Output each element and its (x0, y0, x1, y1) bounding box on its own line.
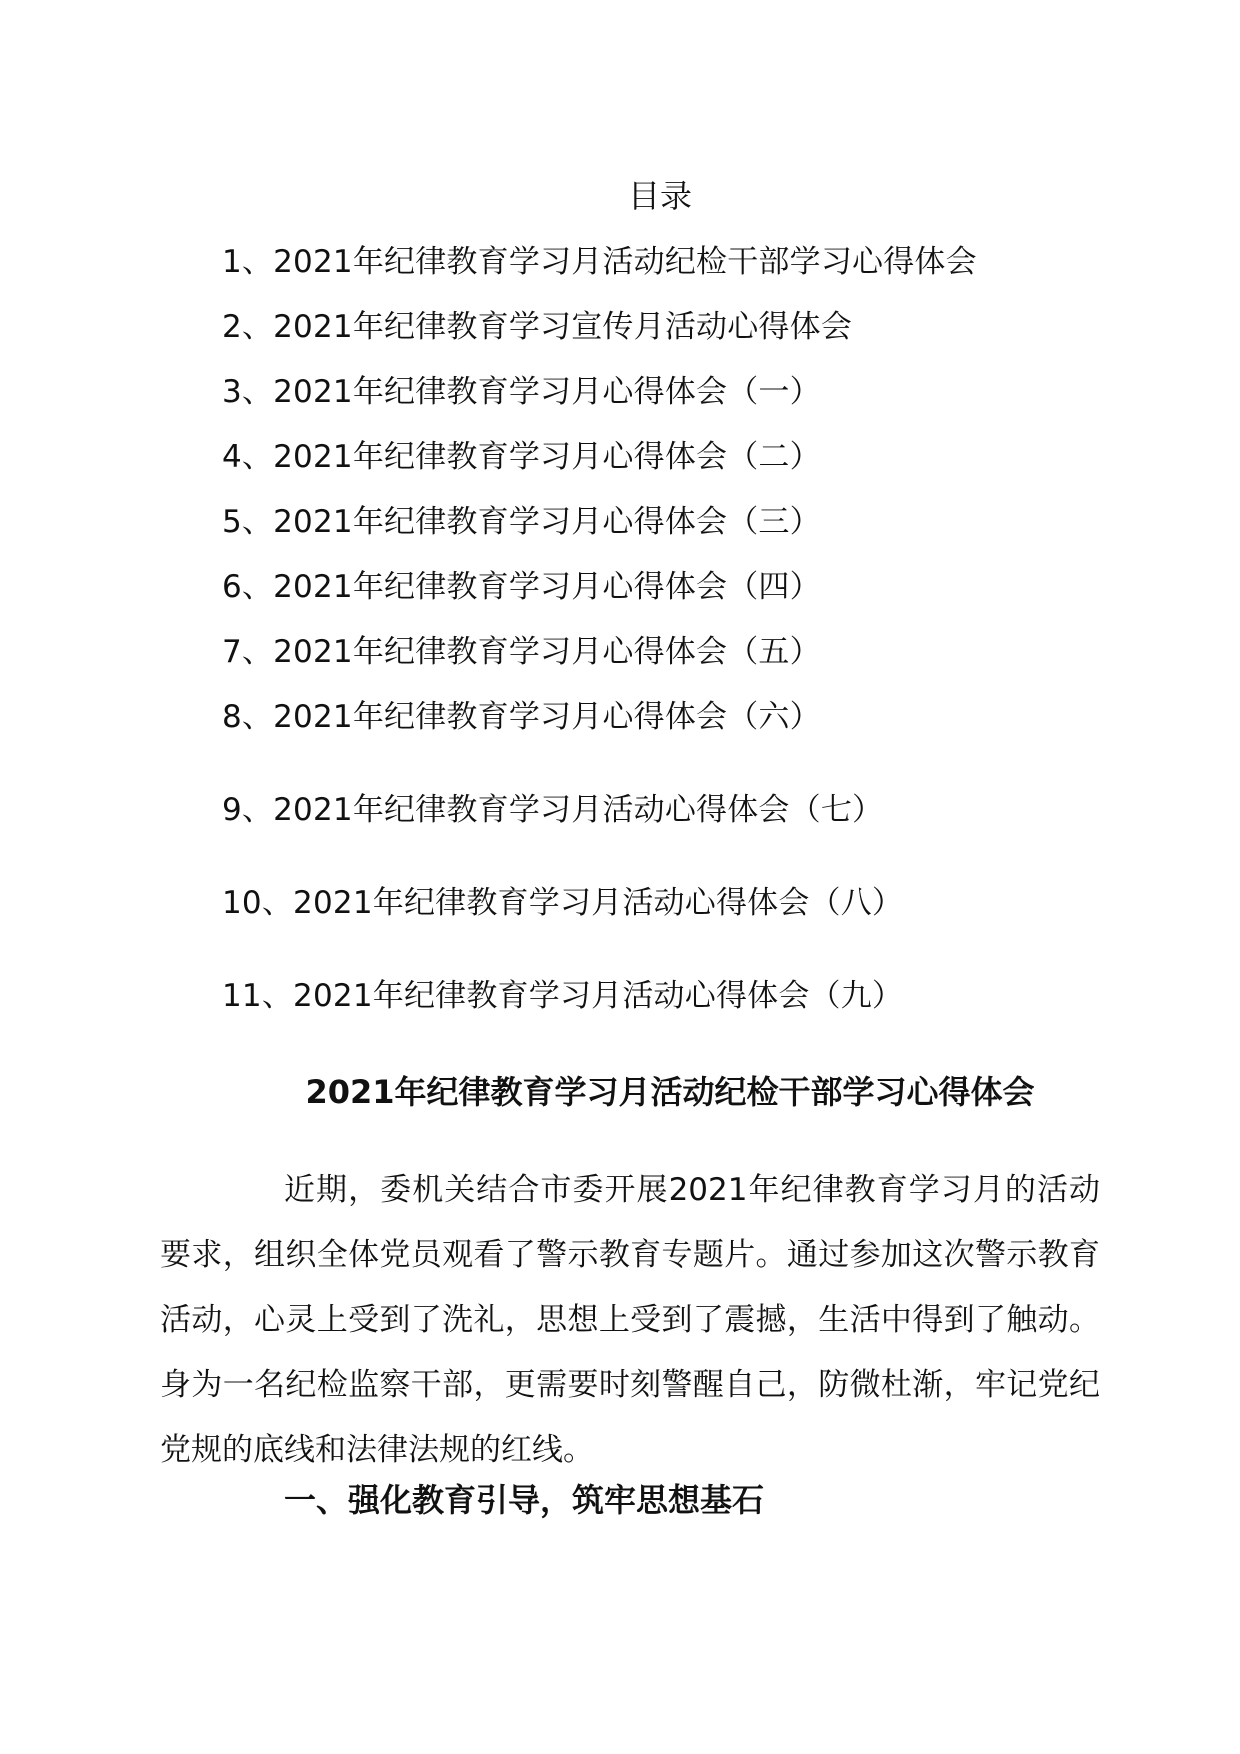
toc-item: 11、2021年纪律教育学习月活动心得体会（九） (222, 978, 904, 1014)
toc-item: 7、2021年纪律教育学习月心得体会（五） (222, 634, 821, 670)
toc-item: 9、2021年纪律教育学习月活动心得体会（七） (222, 792, 884, 828)
toc-item: 3、2021年纪律教育学习月心得体会（一） (222, 374, 821, 410)
body-paragraph: 近期，委机关结合市委开展2021年纪律教育学习月的活动要求，组织全体党员观看了警示教育专题片。通过参加这次警示教育活动，心灵上受到了洗礼，思想上受到了震撼，生活中得到了触动。身为一名纪检监察干部，更需要时刻警醒自己，防微杜渐，牢记党纪党规的底线和法律法规的红线。 (160, 1172, 1100, 1468)
section-heading: 一、强化教育引导，筑牢思想基石 (284, 1481, 765, 1519)
toc-list (222, 238, 1122, 1020)
toc-item: 8、2021年纪律教育学习月心得体会（六） (222, 699, 821, 735)
article-title: 2021年纪律教育学习月活动纪检干部学习心得体会 (305, 1073, 1035, 1111)
toc-item: 1、2021年纪律教育学习月活动纪检干部学习心得体会 (222, 244, 977, 280)
toc-item: 10、2021年纪律教育学习月活动心得体会（八） (222, 885, 904, 921)
toc-item: 6、2021年纪律教育学习月心得体会（四） (222, 569, 821, 605)
toc-title: 目录 (627, 177, 692, 215)
toc-item: 4、2021年纪律教育学习月心得体会（二） (222, 439, 821, 475)
toc-item: 2、2021年纪律教育学习宣传月活动心得体会 (222, 309, 853, 345)
toc-item: 5、2021年纪律教育学习月心得体会（三） (222, 504, 821, 540)
